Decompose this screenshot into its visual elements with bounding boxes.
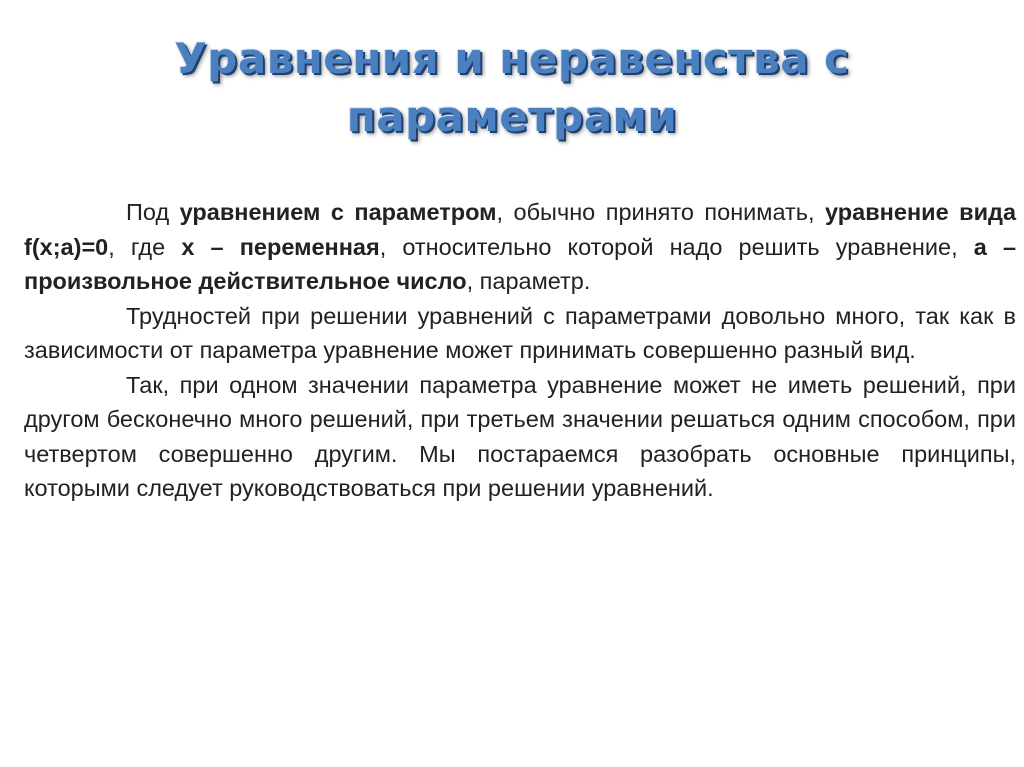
- paragraph-text: , относительно которой надо решить уравнение,: [379, 233, 974, 260]
- paragraph-text: , параметр.: [466, 268, 591, 294]
- slide-title-line-2: параметрами: [346, 92, 678, 141]
- paragraph-text: Под: [126, 199, 180, 225]
- slide-body: [24, 195, 1016, 506]
- bold-term: уравнением с параметром: [179, 199, 497, 225]
- slide-title-line-1: Уравнения и неравенства с: [174, 34, 850, 83]
- paragraph-cases: Так, при одном значении параметра уравнение может не иметь решений, при другом бесконечно много решений, при третьем значении решаться одним способом, при четвертом совершенно другим. Мы постараемся разобрать основные принципы, которыми следует руководствоваться при решении уравнений.: [24, 371, 1016, 501]
- bold-term: x – переменная: [181, 233, 380, 260]
- paragraph-definition: [24, 195, 1016, 299]
- slide-title: [0, 30, 1024, 146]
- paragraph-text: , обычно принято понимать,: [496, 199, 826, 225]
- bold-term: уравнение вида f(x;a)=0: [24, 199, 1017, 260]
- paragraph-text: , где: [108, 233, 182, 260]
- bold-term: a – произвольное действительное число: [24, 233, 1017, 294]
- paragraph-difficulties: Трудностей при решении уравнений с параметрами довольно много, так как в зависимости от параметра уравнение может принимать совершенно разный вид.: [24, 302, 1016, 363]
